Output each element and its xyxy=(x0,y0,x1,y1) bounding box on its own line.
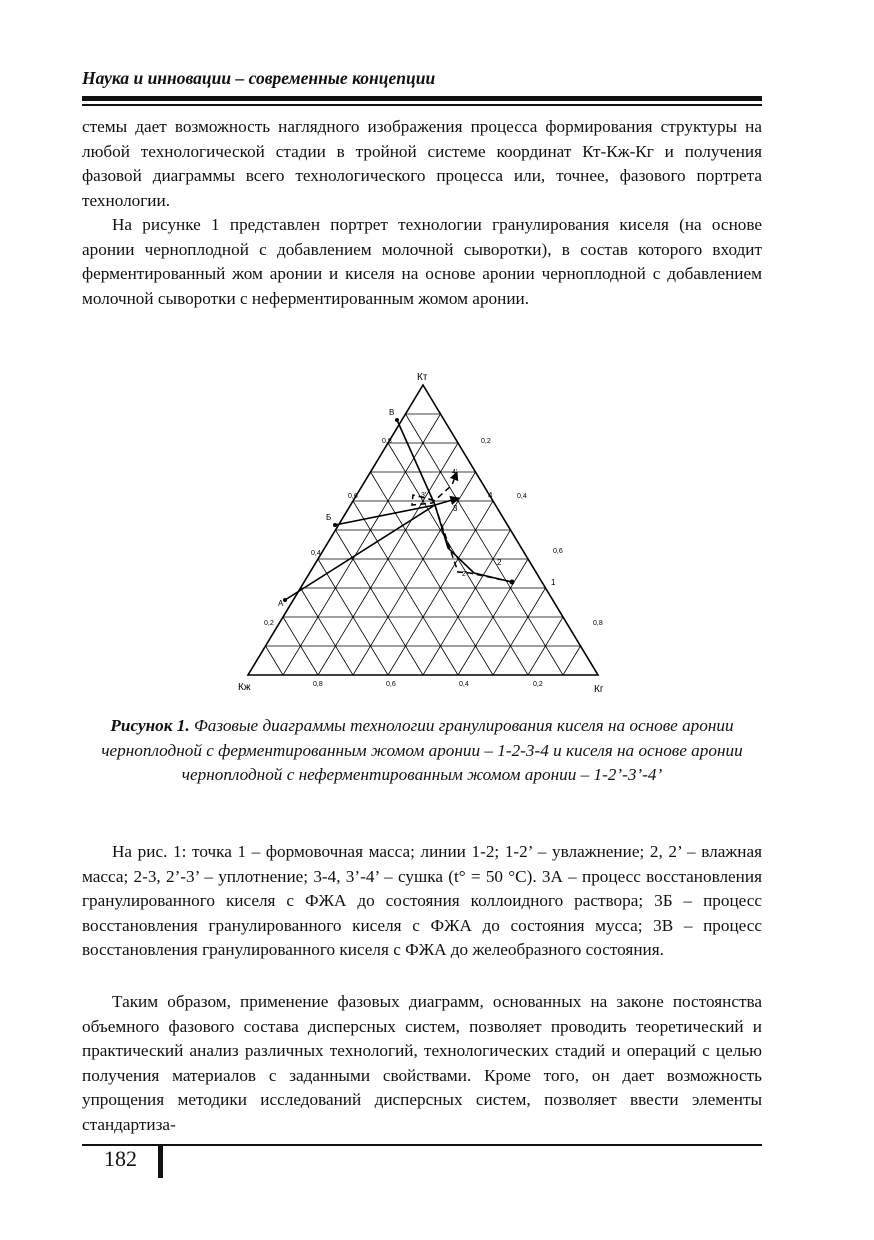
right-tick-label: 0,8 xyxy=(593,620,603,627)
grid-line xyxy=(423,530,511,675)
point-label-2: 2 xyxy=(497,558,502,567)
paragraph-figure-intro: На рисунке 1 представлен портрет технологии гранулирования киселя (на основе аронии черноплодной с добавлением молочной сыворотки), в состав которого входит ферментированный жом аронии и киселя на основе аронии черноплодной с добавлением молочной сыворотки с неферментированным жомом аронии. xyxy=(82,215,762,308)
caption-text: Фазовые диаграммы технологии гранулирования киселя на основе аронии черноплодной с ферментированным жомом аронии – 1-2-3-4 и киселя на основе аронии черноплодной с неферментированным жомом аронии – 1-2’-3’-4’ xyxy=(101,716,743,784)
footer-rule xyxy=(82,1144,762,1146)
point-label-V: В xyxy=(389,408,395,417)
grid-line xyxy=(493,588,546,675)
point-label-3prime: 3' xyxy=(421,492,427,499)
running-header: Наука и инновации – современные концепции xyxy=(82,68,436,88)
point-label-A: А xyxy=(278,599,284,608)
left-tick-label: 0,2 xyxy=(264,620,274,627)
footer-bar xyxy=(158,1144,163,1178)
vertex-label-top: Кт xyxy=(417,372,428,383)
grid-line xyxy=(266,646,284,675)
caption-label: Рисунок 1. xyxy=(110,716,190,735)
grid-line xyxy=(563,646,581,675)
grid-line xyxy=(336,530,424,675)
point-label-1: 1 xyxy=(551,578,556,587)
bottom-tick-label: 0,4 xyxy=(459,681,469,688)
point-label-3: 3 xyxy=(453,504,458,513)
right-tick-label: 0,2 xyxy=(481,438,491,445)
grid-line xyxy=(301,588,354,675)
paragraph-figure-legend: На рис. 1: точка 1 – формовочная масса; линии 1-2; 1-2’ – увлажнение; 2, 2’ – влажная масса; 2-3, 2’-3’ – уплотнение; 3-4, 3’-4’ – сушка (t° = 50 °C). 3А – процесс восстановления гранулированного киселя с ФЖА до состояния коллоидного раствора; 3Б – процесс восстановления гранулированного киселя с ФЖА до состояния мусса; 3В – процесс восстановления гранулированного киселя с ФЖА до желеобразного состояния. xyxy=(82,842,762,960)
grid-line xyxy=(353,472,476,675)
point-A xyxy=(283,598,287,602)
right-tick-label: 0,4 xyxy=(517,493,527,500)
vertex-label-left: Кж xyxy=(238,682,251,693)
bottom-tick-label: 0,2 xyxy=(533,681,543,688)
right-tick-label: 0,6 xyxy=(553,548,563,555)
paragraph-conclusion: Таким образом, применение фазовых диаграмм, основанных на законе постоянства объемного фазового состава дисперсных систем, позволяет проводить теоретический и практический анализ различных технологий, технологических стадий и операций с целью получения материалов с заданными свойствами. Кроме того, он дает возможность упрощения методики исследований дисперсных систем, позволяет ввести элементы стандартиза- xyxy=(82,992,762,1134)
point-label-2prime: 2' xyxy=(462,571,468,578)
bottom-tick-label: 0,8 xyxy=(313,681,323,688)
page-number: 182 xyxy=(104,1146,137,1171)
grid-line xyxy=(406,414,564,675)
vertex-label-right: Кг xyxy=(594,684,604,695)
figure-caption xyxy=(82,714,762,788)
bottom-tick-label: 0,6 xyxy=(386,681,396,688)
ternary-phase-diagram xyxy=(230,365,620,695)
point-V xyxy=(395,418,399,422)
point-B xyxy=(333,523,337,527)
point-1 xyxy=(510,580,515,585)
ternary-grid xyxy=(266,414,581,675)
left-tick-label: 0,8 xyxy=(382,438,392,445)
point-label-4prime: 4' xyxy=(452,469,458,476)
left-tick-label: 0,4 xyxy=(311,550,321,557)
left-tick-label: 0,6 xyxy=(348,493,358,500)
header-rule-thick xyxy=(82,96,762,101)
point-label-4: 4 xyxy=(488,491,493,500)
point-label-B: Б xyxy=(326,513,332,522)
paragraph-continuation: стемы дает возможность наглядного изображения процесса формирования структуры на любой технологической стадии в тройной системе координат Кт-Кж-Кг и получения фазовой диаграммы всего технологического процесса или, точнее, фазового портрета технологии. xyxy=(82,117,762,210)
header-rule-thin xyxy=(82,104,762,106)
grid-line xyxy=(283,414,441,675)
